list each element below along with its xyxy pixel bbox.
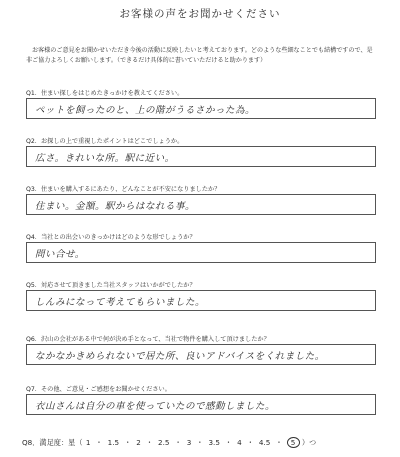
option-separator: ・ <box>275 438 283 447</box>
rating-option-2-5: 2.5 <box>158 438 170 447</box>
answer-box-3 <box>26 194 376 215</box>
question-label-6: Q6．沢山の会社がある中で何が決め手となって、当社で物件を購入して頂けましたか？ <box>26 336 270 343</box>
q8-label: Q8．満足度：星（ <box>22 438 83 447</box>
option-separator: ・ <box>124 438 132 447</box>
rating-option-4-5: 4.5 <box>258 438 271 447</box>
answer-box-7 <box>26 394 376 415</box>
answer-box-4 <box>26 242 376 263</box>
satisfaction-rating <box>22 437 316 448</box>
answer-box-2 <box>26 146 376 167</box>
option-separator: ・ <box>174 438 182 447</box>
handwritten-answer: 広さ。きれいな所。駅に近い。 <box>35 153 175 164</box>
rating-options <box>85 438 300 447</box>
question-label-7: Q7．その他、ご意見・ご感想をお聞かせください。 <box>26 386 171 393</box>
answer-box-5 <box>26 290 376 311</box>
handwritten-answer: なかなかきめられないで居た所、良いアドバイスをくれました。 <box>35 351 325 362</box>
question-label-5: Q5．対応させて頂きました当社スタッフはいかがでしたか？ <box>26 282 196 289</box>
option-separator: ・ <box>246 438 254 447</box>
answer-box-1 <box>26 98 376 119</box>
page-title: お客様の声をお聞かせください <box>119 8 281 20</box>
rating-option-3-5: 3.5 <box>208 438 220 447</box>
question-label-4: Q4．当社との出会いのきっかけはどのような形でしょうか？ <box>26 234 196 241</box>
intro-text: お客様のご意見をお聞かせいただき今後の活動に反映したいと考えております。どのような些細なことでも結構ですので、是非ご協力よろしくお願いします。（できるだけ具体的に書いていただけると助かります） <box>26 47 373 64</box>
question-label-1: Q1．住まい探しをはじめたきっかけを教えてください。 <box>26 90 184 97</box>
handwritten-answer: 衣山さんは自分の車を使っていたので感動しました。 <box>35 401 276 412</box>
rating-option-4: 4 <box>237 438 242 447</box>
handwritten-answer: 住まい。金額。駅からはなれる事。 <box>35 201 196 212</box>
question-label-2: Q2．お探しの上で重視したポイントはどこでしょうか。 <box>26 138 184 145</box>
option-separator: ・ <box>196 438 204 447</box>
question-label-3: Q3．住まいを購入するにあたり、どんなことが不安になりましたか？ <box>26 186 221 193</box>
handwritten-answer: 問い合せ。 <box>35 249 85 260</box>
rating-option-1: 1 <box>85 438 91 447</box>
rating-option-1-5: 1.5 <box>107 438 120 447</box>
option-separator: ・ <box>224 438 233 447</box>
handwritten-answer: しんみになって考えてもらいました。 <box>35 297 206 308</box>
handwritten-answer: ペットを飼ったのと、上の階がうるさかった為。 <box>35 105 256 116</box>
rating-option-2: 2 <box>136 438 141 447</box>
option-separator: ・ <box>145 438 154 447</box>
option-separator: ・ <box>95 438 103 447</box>
rating-option-5: 5 <box>287 437 300 448</box>
rating-option-3: 3 <box>186 438 192 447</box>
answer-box-6 <box>26 344 376 365</box>
q8-suffix: ）つ <box>301 438 317 447</box>
